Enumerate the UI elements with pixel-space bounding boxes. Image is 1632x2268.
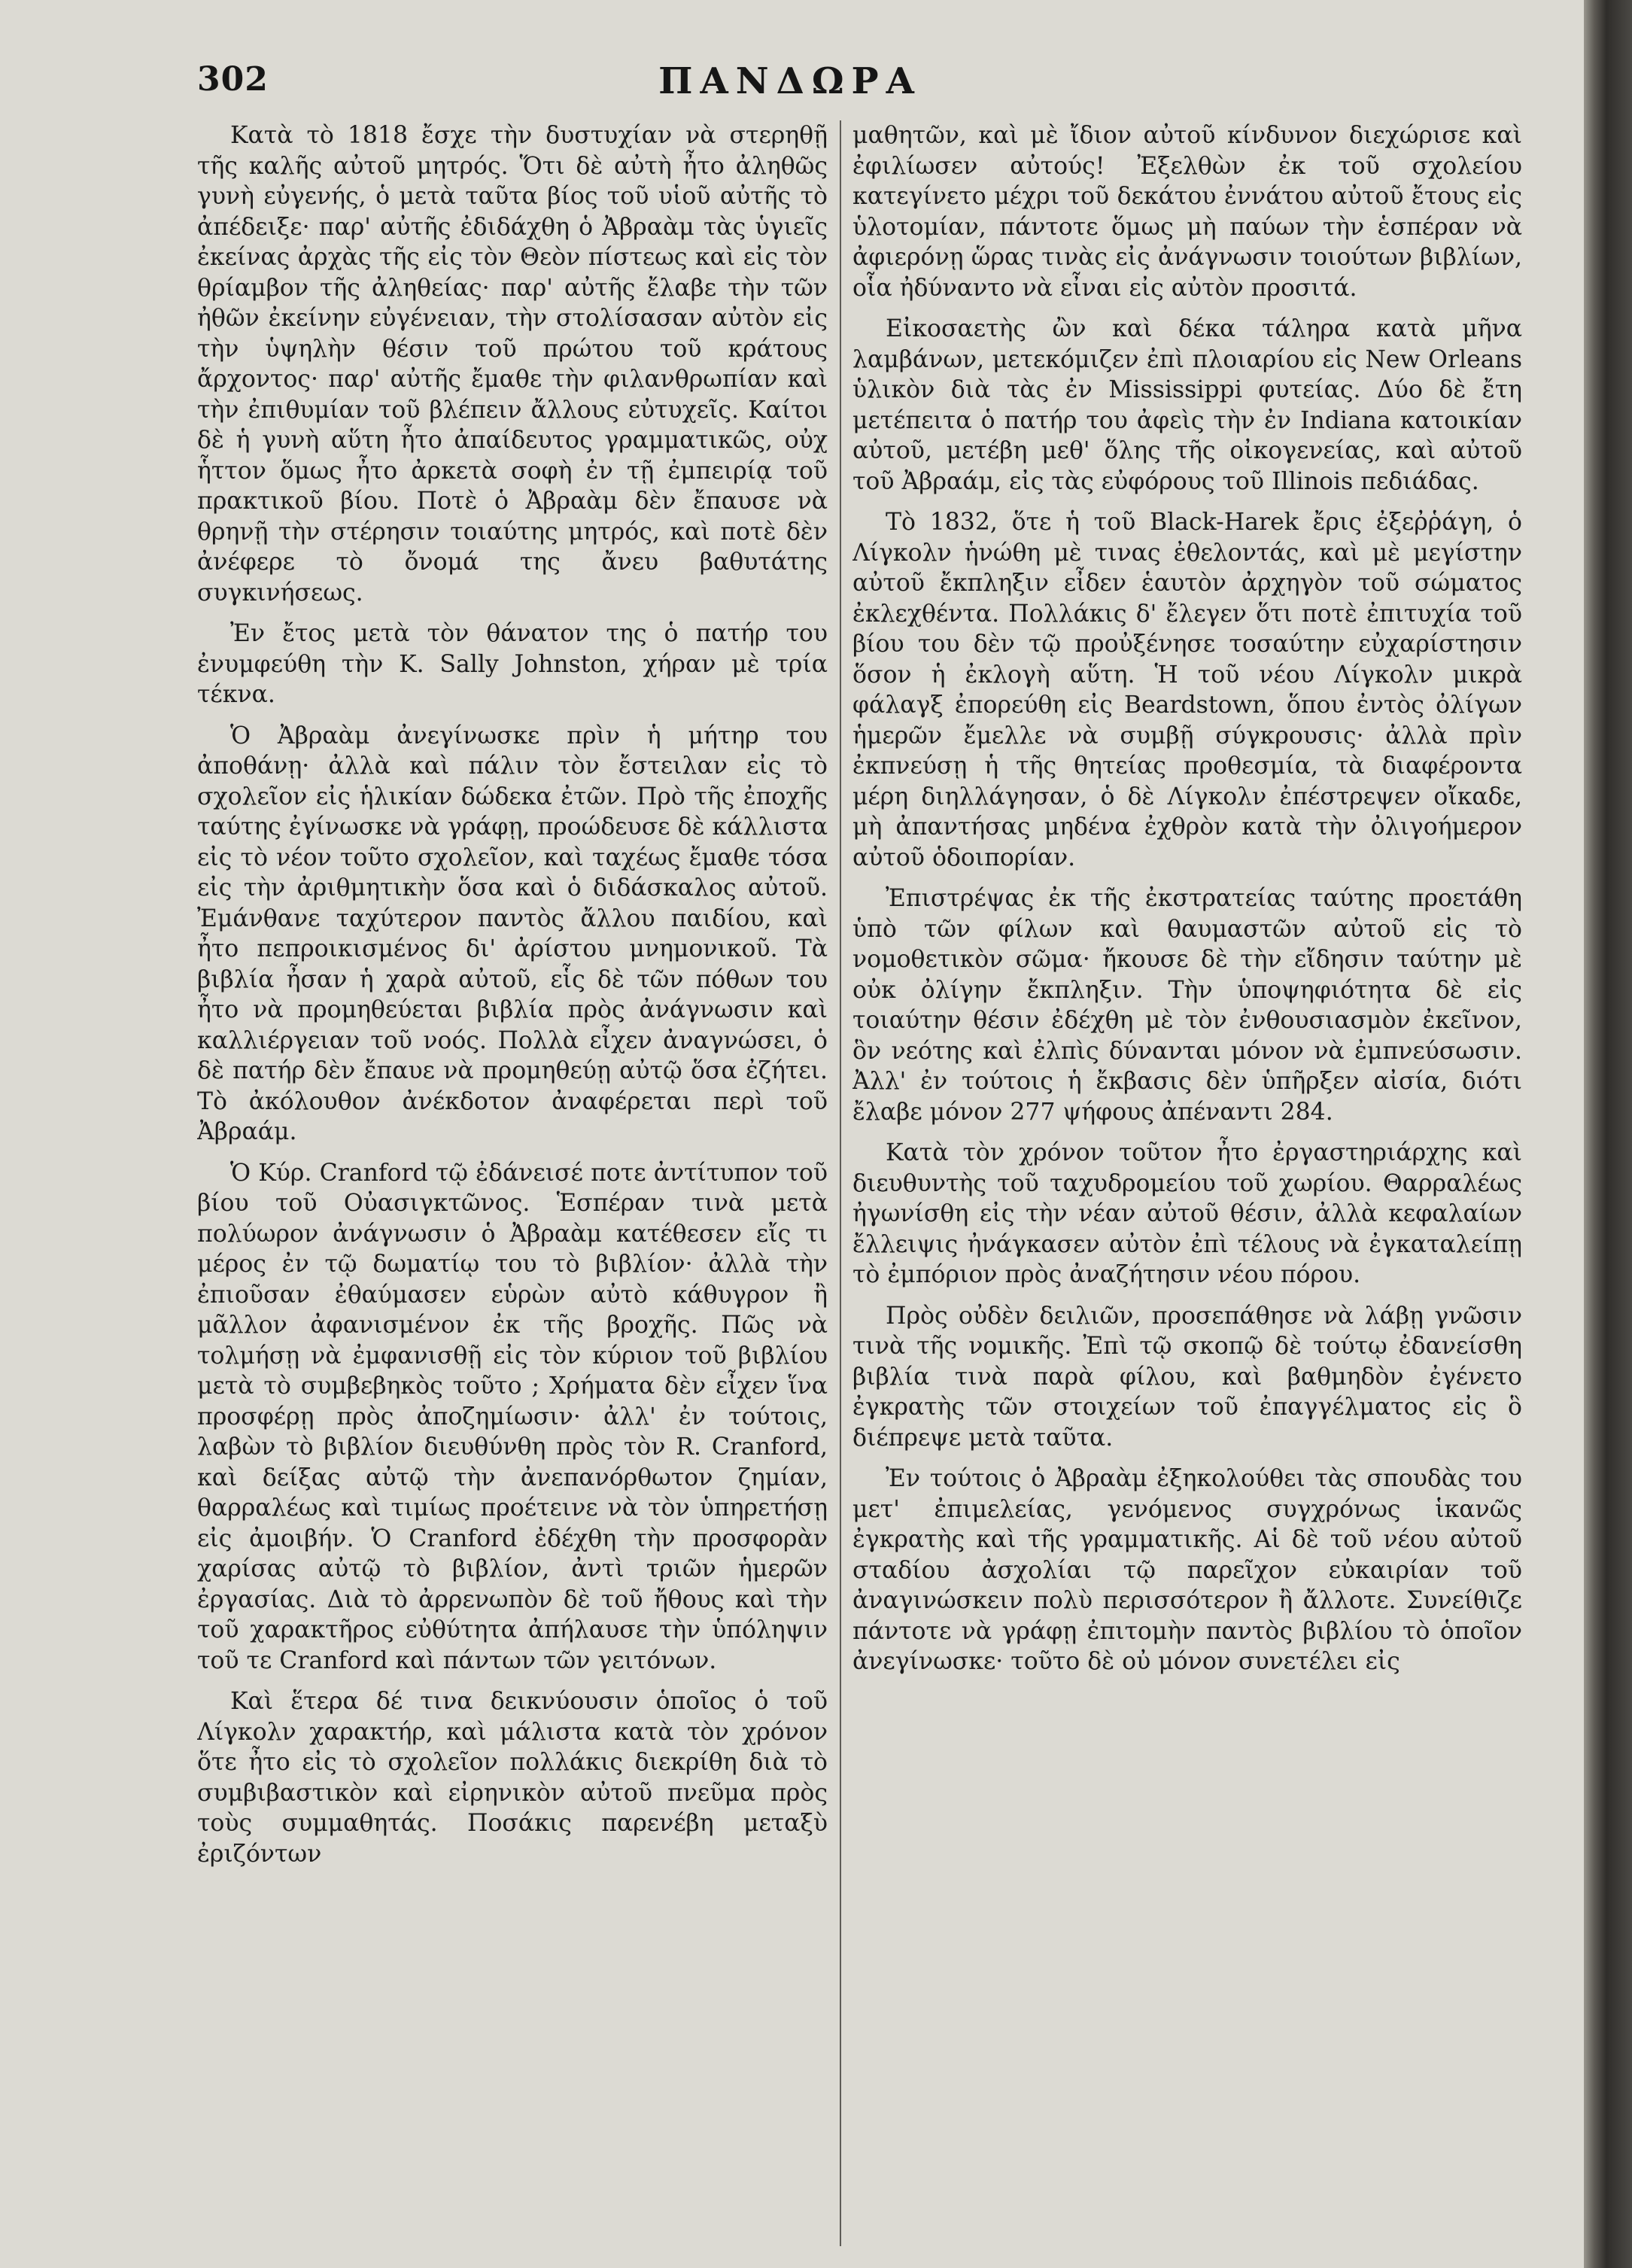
- paragraph: Ἐν ἔτος μετὰ τὸν θάνατον της ὁ πατήρ του ἐνυμφεύθη τὴν Κ. Sally Johnston, χήραν μὲ τρία τέκνα.: [197, 620, 828, 708]
- paragraph: Τὸ 1832, ὅτε ἡ τοῦ Black-Harek ἔρις ἐξεῤῥάγη, ὁ Λίγκολν ἡνώθη μὲ τινας ἐθελοντάς, καὶ μὲ μεγίστην αὐτοῦ ἔκπληξιν εἶδεν ἑαυτὸν ἀρχηγὸν τοῦ σώματος ἐκλεχθέντα. Πολλάκις δ' ἔλεγεν ὅτι ποτὲ ἐπιτυχία τοῦ βίου του δὲν τῷ προὐξένησε τοσαύτην εὐχαρίστησιν ὅσον ἡ ἐκλογὴ αὕτη. Ἡ τοῦ νέου Λίγκολν μικρὰ φάλαγξ ἐπορεύθη εἰς Beardstown, ὅπου ἐντὸς ὀλίγων ἡμερῶν ἔμελλε νὰ συμβῇ σύγκρουσις· ἀλλὰ πρὶν ἐκπνεύσῃ ἡ τῆς θητείας προθεσμία, τὰ διαφέροντα μέρη διηλλάγησαν, ὁ δὲ Λίγκολν ἐπέστρεψεν οἴκαδε, μὴ ἀπαντήσας μηδένα ἐχθρὸν κατὰ τὴν ὀλιγοήμερον αὐτοῦ ὁδοιπορίαν.: [852, 509, 1522, 871]
- left-column: [197, 120, 828, 2250]
- paragraph: Ὁ Ἀβραὰμ ἀνεγίνωσκε πρὶν ἡ μήτηρ του ἀποθάνῃ· ἀλλὰ καὶ πάλιν τὸν ἔστειλαν εἰς τὸ σχολεῖον εἰς ἡλικίαν δώδεκα ἐτῶν. Πρὸ τῆς ἐποχῆς ταύτης ἐγίνωσκε νὰ γράφῃ, προώδευσε δὲ κάλλιστα εἰς τὸ νέον τοῦτο σχολεῖον, καὶ ταχέως ἔμαθε τόσα εἰς τὴν ἀριθμητικὴν ὅσα καὶ ὁ διδάσκαλος αὐτοῦ. Ἐμάνθανε ταχύτερον παντὸς ἄλλου παιδίου, καὶ ἦτο πεπροικισμένος δι' ἀρίστου μνημονικοῦ. Τὰ βιβλία ἦσαν ἡ χαρὰ αὐτοῦ, εἷς δὲ τῶν πόθων του ἦτο νὰ προμηθεύεται βιβλία πρὸς ἀνάγνωσιν καὶ καλλιέργειαν τοῦ νοός. Πολλὰ εἶχεν ἀναγνώσει, ὁ δὲ πατήρ δὲν ἔπαυε νὰ προμηθεύῃ αὐτῷ ὅσα ἐζήτει. Τὸ ἀκόλουθον ἀνέκδοτον ἀναφέρεται περὶ τοῦ Ἀβραάμ.: [197, 722, 828, 1145]
- running-title: ΠΑΝΔΩΡΑ: [658, 60, 922, 102]
- paragraph: Εἰκοσαετὴς ὢν καὶ δέκα τάληρα κατὰ μῆνα λαμβάνων, μετεκόμιζεν ἐπὶ πλοιαρίου εἰς New Orleans ὑλικὸν διὰ τὰς ἐν Mississippi φυτείας. Δύο δὲ ἔτη μετέπειτα ὁ πατήρ του ἀφεὶς τὴν ἐν Indiana κατοικίαν αὐτοῦ, μετέβη μεθ' ὅλης τῆς οἰκογενείας, καὶ αὐτοῦ τοῦ Ἀβραάμ, εἰς τὰς εὐφόρους τοῦ Illinois πεδιάδας.: [852, 315, 1522, 495]
- column-divider: [840, 120, 841, 2246]
- paragraph: Ὁ Κύρ. Cranford τῷ ἐδάνεισέ ποτε ἀντίτυπον τοῦ βίου τοῦ Οὐασιγκτῶνος. Ἑσπέραν τινὰ μετὰ πολύωρον ἀνάγνωσιν ὁ Ἀβραὰμ κατέθεσεν εἴς τι μέρος ἐν τῷ δωματίῳ του τὸ βιβλίον· ἀλλὰ τὴν ἐπιοῦσαν ἐθαύμασεν εὑρὼν αὐτὸ κάθυγρον ἢ μᾶλλον ἀφανισμένον ἐκ τῆς βροχῆς. Πῶς νὰ τολμήσῃ νὰ ἐμφανισθῇ εἰς τὸν κύριον τοῦ βιβλίου μετὰ τὸ συμβεβηκὸς τοῦτο ; Χρήματα δὲν εἶχεν ἵνα προσφέρῃ πρὸς ἀποζημίωσιν· ἀλλ' ἐν τούτοις, λαβὼν τὸ βιβλίον διευθύνθη πρὸς τὸν R. Cranford, καὶ δείξας αὐτῷ τὴν ἀνεπανόρθωτον ζημίαν, θαρραλέως καὶ τιμίως προέτεινε νὰ τὸν ὑπηρετήσῃ εἰς ἀμοιβήν. Ὁ Cranford ἐδέχθη τὴν προσφορὰν χαρίσας αὐτῷ τὸ βιβλίον, ἀντὶ τριῶν ἡμερῶν ἐργασίας. Διὰ τὸ ἀρρενωπὸν δὲ τοῦ ἤθους καὶ τὴν τοῦ χαρακτῆρος εὐθύτητα ἀπήλαυσε τὴν ὑπόληψιν τοῦ τε Cranford καὶ πάντων τῶν γειτόνων.: [197, 1159, 828, 1674]
- paragraph: μαθητῶν, καὶ μὲ ἴδιον αὐτοῦ κίνδυνον διεχώρισε καὶ ἐφιλίωσεν αὐτούς! Ἐξελθὼν ἐκ τοῦ σχολείου κατεγίνετο μέχρι τοῦ δεκάτου ἐννάτου αὐτοῦ ἔτους εἰς ὑλοτομίαν, πάντοτε ὅμως μὴ παύων τὴν ἑσπέραν νὰ ἀφιερόνῃ ὥρας τινὰς εἰς ἀνάγνωσιν τοιούτων βιβλίων, οἷα ἠδύναντο νὰ εἶναι εἰς αὐτὸν προσιτά.: [852, 122, 1522, 302]
- paragraph: Ἐν τούτοις ὁ Ἀβραὰμ ἐξηκολούθει τὰς σπουδὰς του μετ' ἐπιμελείας, γενόμενος συγχρόνως ἱκανῶς ἐγκρατὴς καὶ τῆς γραμματικῆς. Αἱ δὲ τοῦ νέου αὐτοῦ σταδίου ἀσχολίαι τῷ παρεῖχον εὐκαιρίαν τοῦ ἀναγινώσκειν πολὺ περισσότερον ἢ ἄλλοτε. Συνείθιζε πάντοτε νὰ γράφῃ ἐπιτομὴν παντὸς βιβλίου τὸ ὁποῖον ἀνεγίνωσκε· τοῦτο δὲ οὐ μόνον συνετέλει εἰς: [852, 1465, 1522, 1675]
- paragraph: Κατὰ τὸν χρόνον τοῦτον ἦτο ἐργαστηριάρχης καὶ διευθυντὴς τοῦ ταχυδρομείου τοῦ χωρίου. Θαρραλέως ἠγωνίσθη εἰς τὴν νέαν αὐτοῦ θέσιν, ἀλλὰ κεφαλαίων ἔλλειψις ἠνάγκασεν αὐτὸν ἐπὶ τέλους νὰ ἐγκαταλείπῃ τὸ ἐμπόριον πρὸς ἀναζήτησιν νέου πόρου.: [852, 1139, 1522, 1288]
- page-number: 302: [197, 60, 269, 99]
- paragraph: Κατὰ τὸ 1818 ἔσχε τὴν δυστυχίαν νὰ στερηθῇ τῆς καλῆς αὐτοῦ μητρός. Ὅτι δὲ αὐτὴ ἦτο ἀληθῶς γυνὴ εὐγενής, ὁ μετὰ ταῦτα βίος τοῦ υἱοῦ αὐτῆς τὸ ἀπέδειξε· παρ' αὐτῆς ἐδιδάχθη ὁ Ἀβραὰμ τὰς ὑγιεῖς ἐκείνας ἀρχὰς τῆς εἰς τὸν Θεὸν πίστεως καὶ εἰς τὸν θρίαμβον τῆς ἀληθείας· παρ' αὐτῆς ἔλαβε τὴν τῶν ἠθῶν ἐκείνην εὐγένειαν, τὴν στολίσασαν αὐτὸν εἰς τὴν ὑψηλὴν θέσιν τοῦ πρώτου τοῦ κράτους ἄρχοντος· παρ' αὐτῆς ἔμαθε τὴν φιλανθρωπίαν καὶ τὴν ἐπιθυμίαν τοῦ βλέπειν ἄλλους εὐτυχεῖς. Καίτοι δὲ ἡ γυνὴ αὕτη ἦτο ἀπαίδευτος γραμματικῶς, οὐχ ἧττον ὅμως ἦτο ἀρκετὰ σοφὴ ἐν τῇ ἐμπειρίᾳ τοῦ πρακτικοῦ βίου. Ποτὲ ὁ Ἀβραὰμ δὲν ἔπαυσε νὰ θρηνῇ τὴν στέρησιν τοιαύτης μητρός, καὶ ποτὲ δὲν ἀνέφερε τὸ ὄνομά της ἄνευ βαθυτάτης συγκινήσεως.: [197, 122, 828, 607]
- paragraph: Ἐπιστρέψας ἐκ τῆς ἐκστρατείας ταύτης προετάθη ὑπὸ τῶν φίλων καὶ θαυμαστῶν αὐτοῦ εἰς τὸ νομοθετικὸν σῶμα· ἤκουσε δὲ τὴν εἴδησιν ταύτην μὲ οὐκ ὀλίγην ἔκπληξιν. Τὴν ὑποψηφιότητα δὲ εἰς τοιαύτην θέσιν ἐδέχθη μὲ τὸν ἐνθουσιασμὸν ἐκεῖνον, ὃν νεότης καὶ ἐλπὶς δύνανται μόνον νὰ ἐμπνεύσωσιν. Ἀλλ' ἐν τούτοις ἡ ἔκβασις δὲν ὑπῆρξεν αἰσία, διότι ἔλαβε μόνον 277 ψήφους ἀπέναντι 284.: [852, 885, 1522, 1126]
- paragraph: Καὶ ἕτερα δέ τινα δεικνύουσιν ὁποῖος ὁ τοῦ Λίγκολν χαρακτήρ, καὶ μάλιστα κατὰ τὸν χρόνον ὅτε ἦτο εἰς τὸ σχολεῖον πολλάκις διεκρίθη διὰ τὸ συμβιβαστικὸν καὶ εἰρηνικὸν αὐτοῦ πνεῦμα πρὸς τοὺς συμμαθητάς. Ποσάκις παρενέβη μεταξὺ ἐριζόντων: [197, 1688, 828, 1868]
- paragraph: Πρὸς οὐδὲν δειλιῶν, προσεπάθησε νὰ λάβῃ γνῶσιν τινὰ τῆς νομικῆς. Ἐπὶ τῷ σκοπῷ δὲ τούτῳ ἐδανείσθη βιβλία τινὰ παρὰ φίλου, καὶ βαθμηδὸν ἐγένετο ἐγκρατὴς τῶν στοιχείων τοῦ ἐπαγγέλματος εἰς ὃ διέπρεψε μετὰ ταῦτα.: [852, 1302, 1522, 1452]
- book-spine-edge: [1584, 0, 1632, 2268]
- right-column: [852, 120, 1522, 2250]
